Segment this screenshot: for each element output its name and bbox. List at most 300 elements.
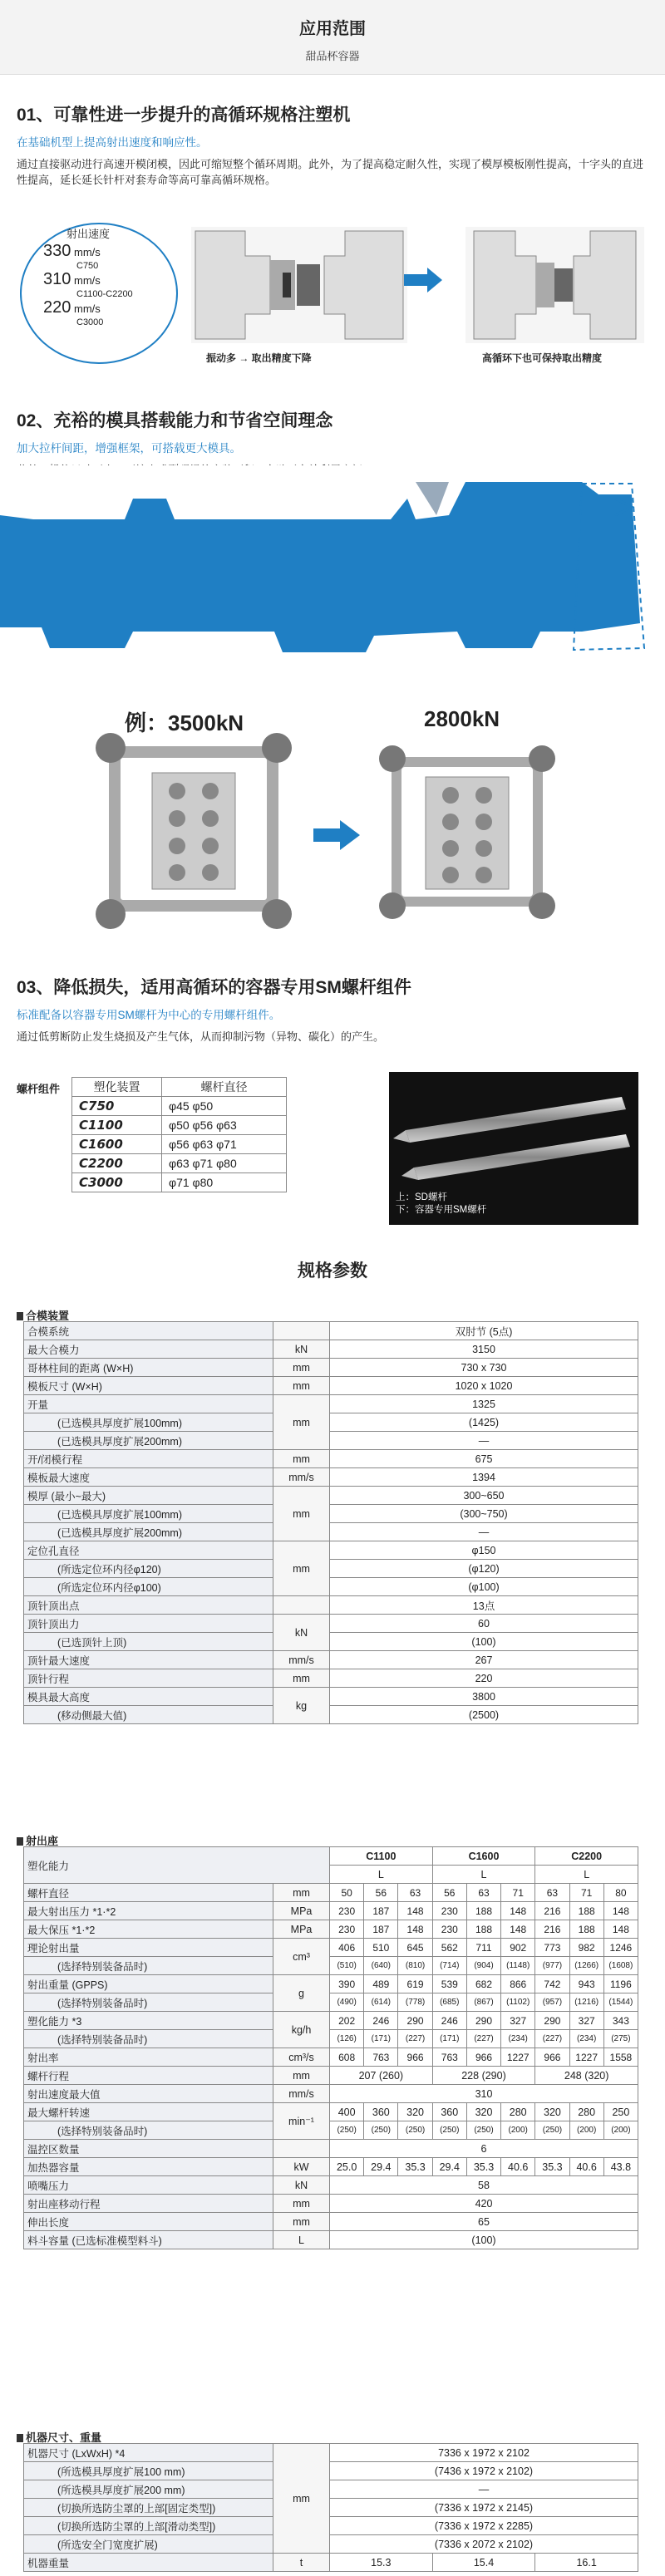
spec-value: (977) [535, 1957, 569, 1975]
unit-L: L [330, 1866, 433, 1884]
spec-label: (已选模具厚度扩展200mm) [24, 1432, 273, 1450]
spec-value: 148 [398, 1902, 432, 1920]
inj-row [24, 2012, 638, 2030]
spec-value: (1102) [501, 1993, 535, 2012]
spec-value: 7336 x 1972 x 2102 [330, 2444, 638, 2462]
spec-value: (300~750) [330, 1505, 638, 1523]
injection-spec-table [23, 1846, 638, 2249]
spec-label: 射出重量 (GPPS) [24, 1975, 273, 1993]
clamp-group-label: 合模装置 [17, 1307, 69, 1323]
spec-value: 187 [364, 1920, 398, 1939]
spec-label: 射出速度最大值 [24, 2085, 273, 2103]
screw-model: C1100 [72, 1116, 162, 1135]
spec-label: 最大螺杆转速 [24, 2103, 273, 2121]
inj-row [24, 1920, 638, 1939]
spec-value: 25.0 [330, 2158, 364, 2176]
inj-row [24, 2195, 638, 2213]
mold-diagram-1 [187, 223, 411, 347]
clamp-row [24, 1669, 638, 1688]
spec-value: (126) [330, 2030, 364, 2048]
spec-value: 1227 [569, 2048, 603, 2067]
example-2800kn: 2800kN [424, 706, 500, 731]
spec-label: (切换所选防尘罩的上部[滑动类型]) [24, 2517, 273, 2535]
spec-value: (250) [432, 2121, 466, 2140]
inj-row [24, 2085, 638, 2103]
spec-value: 982 [569, 1939, 603, 1957]
spec-value: 148 [501, 1902, 535, 1920]
page-title: 应用范围 [299, 20, 366, 38]
spec-value: 187 [364, 1902, 398, 1920]
spec-unit: mm/s [273, 2085, 330, 2103]
clamp-row [24, 1688, 638, 1706]
spec-value: 866 [501, 1975, 535, 1993]
spec-value: (490) [330, 1993, 364, 2012]
spec-label: 最大保压 *1·*2 [24, 1920, 273, 1939]
spec-value: (7336 x 2072 x 2102) [330, 2535, 638, 2554]
spec-unit: min⁻¹ [273, 2103, 330, 2140]
spec-value: 1020 x 1020 [330, 1377, 638, 1395]
section-1-heading: 01、可靠性进一步提升的高循环规格注塑机 [17, 106, 351, 125]
spec-label: 合模系统 [24, 1322, 273, 1340]
spec-value: 15.3 [330, 2554, 433, 2572]
spec-value: 216 [535, 1920, 569, 1939]
spec-label: 塑化能力 *3 [24, 2012, 273, 2030]
spec-label: (已选顶针上顶) [24, 1633, 273, 1651]
spec-value: 675 [330, 1450, 638, 1468]
spec-value: 1558 [603, 2048, 638, 2067]
spec-value: (7436 x 1972 x 2102) [330, 2462, 638, 2480]
spec-value: 290 [535, 2012, 569, 2030]
spec-value: φ150 [330, 1541, 638, 1560]
spec-label: 机器重量 [24, 2554, 273, 2572]
dims-group-label: 机器尺寸、重量 [17, 2429, 101, 2445]
dims-row [24, 2444, 638, 2462]
spec-value: 双肘节 (5点) [330, 1322, 638, 1340]
section-1 [17, 101, 648, 188]
spec-label: (已选模具厚度扩展200mm) [24, 1523, 273, 1541]
spec-value: 71 [501, 1884, 535, 1902]
spec-unit: mm [273, 1884, 330, 1902]
spec-label: (选择特别装备品时) [24, 2030, 273, 2048]
spec-value: (1266) [569, 1957, 603, 1975]
spec-label: 射出座移动行程 [24, 2195, 273, 2213]
screw-row [72, 1135, 287, 1154]
spec-value: 730 x 730 [330, 1359, 638, 1377]
spec-value: (100) [330, 1633, 638, 1651]
spec-unit: mm [273, 1359, 330, 1377]
spec-label: (已选模具厚度扩展100mm) [24, 1505, 273, 1523]
spec-unit: mm [273, 1669, 330, 1688]
screw-label [17, 1080, 60, 1097]
spec-value: 1227 [501, 2048, 535, 2067]
spec-value: 230 [432, 1920, 466, 1939]
spec-unit: kg [273, 1688, 330, 1724]
clamp-row [24, 1523, 638, 1541]
spec-value: 360 [364, 2103, 398, 2121]
spec-value: 56 [364, 1884, 398, 1902]
spec-unit: mm [273, 1487, 330, 1541]
clamp-row [24, 1377, 638, 1395]
spec-value: (685) [432, 1993, 466, 2012]
spec-value: 220 [330, 1669, 638, 1688]
spec-label: 机器尺寸 (LxWxH) *4 [24, 2444, 273, 2462]
clamp-row [24, 1615, 638, 1633]
spec-value: (234) [501, 2030, 535, 2048]
spec-unit: mm/s [273, 1651, 330, 1669]
screw-col-unit: 塑化装置 [72, 1078, 162, 1097]
spec-value: 1246 [603, 1939, 638, 1957]
speed-model-1: C750 [76, 261, 99, 271]
spec-value: (614) [364, 1993, 398, 2012]
clamp-row [24, 1505, 638, 1523]
spec-value: 188 [466, 1902, 500, 1920]
spec-label: 温控区数量 [24, 2140, 273, 2158]
spec-value: — [330, 2480, 638, 2499]
diagram-caption-1: 振动多 → 取出精度下降 [206, 352, 312, 364]
spec-unit [273, 1322, 330, 1340]
spec-unit: kW [273, 2158, 330, 2176]
inj-row [24, 2048, 638, 2067]
inj-row [24, 1884, 638, 1902]
spec-value: 320 [535, 2103, 569, 2121]
spec-value: 56 [432, 1884, 466, 1902]
spec-label: 料斗容量 (已选标准模型料斗) [24, 2231, 273, 2249]
speed-model-3: C3000 [76, 317, 104, 327]
spec-value: 902 [501, 1939, 535, 1957]
spec-value: 267 [330, 1651, 638, 1669]
clamp-spec-table [23, 1321, 638, 1724]
inj-row [24, 2158, 638, 2176]
spec-unit [273, 1596, 330, 1615]
dims-row [24, 2517, 638, 2535]
spec-value: (100) [330, 2231, 638, 2249]
spec-value: (250) [398, 2121, 432, 2140]
screw-photo [389, 1072, 638, 1225]
screw-diameter: φ56 φ63 φ71 [162, 1135, 287, 1154]
injection-group-label: 射出座 [17, 1832, 58, 1848]
spec-label: (所选定位环内径φ100) [24, 1578, 273, 1596]
speed-title: 射出速度 [66, 228, 111, 240]
spec-label: 螺杆行程 [24, 2067, 273, 2085]
spec-value: — [330, 1523, 638, 1541]
page-subtitle: 甜品杯容器 [305, 50, 360, 62]
spec-value: (957) [535, 1993, 569, 2012]
spec-unit: t [273, 2554, 330, 2572]
spec-value: 562 [432, 1939, 466, 1957]
spec-value: (1148) [501, 1957, 535, 1975]
photo-caption-1: 上：SD螺杆 [396, 1192, 447, 1202]
spec-value: (227) [466, 2030, 500, 2048]
speed-unit-2: mm/s [74, 274, 101, 287]
section-1-subheading: 在基础机型上提高射出速度和响应性。 [17, 136, 208, 149]
spec-value: (904) [466, 1957, 500, 1975]
spec-value: 682 [466, 1975, 500, 1993]
clamp-row [24, 1450, 638, 1468]
spec-label: (选择特别装备品时) [24, 1957, 273, 1975]
spec-value: (1544) [603, 1993, 638, 2012]
screw-row [72, 1154, 287, 1173]
spec-value: 742 [535, 1975, 569, 1993]
unit-col: C1100 [330, 1847, 433, 1866]
spec-value: 290 [466, 2012, 500, 2030]
spec-value: 608 [330, 2048, 364, 2067]
speed-model-2: C1100-C2200 [76, 289, 133, 299]
spec-label: 最大合模力 [24, 1340, 273, 1359]
spec-value: (640) [364, 1957, 398, 1975]
inj-row [24, 1975, 638, 1993]
spec-value: 71 [569, 1884, 603, 1902]
spec-value: 711 [466, 1939, 500, 1957]
spec-value: 3800 [330, 1688, 638, 1706]
spec-value: 510 [364, 1939, 398, 1957]
clamp-row [24, 1359, 638, 1377]
clamp-row [24, 1560, 638, 1578]
inj-row [24, 2231, 638, 2249]
spec-value: (810) [398, 1957, 432, 1975]
spec-value: 539 [432, 1975, 466, 1993]
screw-row [72, 1097, 287, 1116]
spec-unit: L [273, 2231, 330, 2249]
spec-value: 343 [603, 2012, 638, 2030]
spec-label: 最大射出压力 *1·*2 [24, 1902, 273, 1920]
spec-label: (切换所选防尘罩的上部[固定类型]) [24, 2499, 273, 2517]
screw-label-text: 螺杆组件 [17, 1083, 61, 1095]
screw-model: C750 [72, 1097, 162, 1116]
inj-row [24, 1957, 638, 1975]
spec-unit: g [273, 1975, 330, 2012]
clamp-row [24, 1651, 638, 1669]
spec-unit: kN [273, 1615, 330, 1651]
diagram-caption-2: 高循环下也可保持取出精度 [482, 352, 603, 364]
speed-value-1: 330 [43, 242, 71, 260]
spec-value: 148 [603, 1920, 638, 1939]
spec-value: 50 [330, 1884, 364, 1902]
inj-row [24, 1993, 638, 2012]
unit-L: L [432, 1866, 535, 1884]
screw-diameter: φ63 φ71 φ80 [162, 1154, 287, 1173]
spec-value: 320 [398, 2103, 432, 2121]
spec-label: 哥林柱间的距离 (W×H) [24, 1359, 273, 1377]
spec-label: 加热器容量 [24, 2158, 273, 2176]
section-2-heading: 02、充裕的模具搭载能力和节省空间理念 [17, 411, 333, 430]
spec-value: 188 [569, 1902, 603, 1920]
speed-value-2: 310 [43, 270, 71, 288]
spec-value: 489 [364, 1975, 398, 1993]
spec-value: (250) [535, 2121, 569, 2140]
spec-value: 35.3 [535, 2158, 569, 2176]
spec-value: 6 [330, 2140, 638, 2158]
dims-row [24, 2554, 638, 2572]
spec-value: 966 [466, 2048, 500, 2067]
spec-value: 966 [398, 2048, 432, 2067]
inj-row [24, 1902, 638, 1920]
spec-label: 定位孔直径 [24, 1541, 273, 1560]
spec-value: (7336 x 1972 x 2285) [330, 2517, 638, 2535]
inj-row [24, 2030, 638, 2048]
example-3500kn: 例：3500kN [125, 710, 244, 735]
spec-value: 1394 [330, 1468, 638, 1487]
spec-label: 伸出长度 [24, 2213, 273, 2231]
spec-unit: MPa [273, 1902, 330, 1920]
dims-spec-table [23, 2443, 638, 2572]
spec-value: (171) [432, 2030, 466, 2048]
clamp-row [24, 1322, 638, 1340]
spec-unit: mm [273, 2444, 330, 2554]
spec-value: (510) [330, 1957, 364, 1975]
clamp-row [24, 1487, 638, 1505]
spec-value: 15.4 [432, 2554, 535, 2572]
spec-value: 619 [398, 1975, 432, 1993]
dims-row [24, 2535, 638, 2554]
mold-diagram-2 [466, 223, 644, 347]
photo-caption-2: 下：容器专用SM螺杆 [396, 1205, 487, 1215]
spec-value: 148 [501, 1920, 535, 1939]
spec-value: (1216) [569, 1993, 603, 2012]
spec-value: 207 (260) [330, 2067, 433, 2085]
spec-unit: mm [273, 2067, 330, 2085]
clamp-row [24, 1413, 638, 1432]
clamp-row [24, 1706, 638, 1724]
spec-value: 327 [569, 2012, 603, 2030]
spec-value: 80 [603, 1884, 638, 1902]
spec-value: (250) [466, 2121, 500, 2140]
spec-value: 202 [330, 2012, 364, 2030]
spec-value: 773 [535, 1939, 569, 1957]
spec-value: 35.3 [466, 2158, 500, 2176]
dims-row [24, 2462, 638, 2480]
spec-value: 3150 [330, 1340, 638, 1359]
spec-value: 148 [603, 1902, 638, 1920]
spec-value: (φ120) [330, 1560, 638, 1578]
spec-value: 645 [398, 1939, 432, 1957]
spec-unit: mm [273, 1395, 330, 1450]
section-2-subheading: 加大拉杆间距，增强框架，可搭载更大模具。 [17, 442, 241, 455]
spec-value: (227) [398, 2030, 432, 2048]
spec-unit: cm³ [273, 1939, 330, 1975]
spec-unit: MPa [273, 1920, 330, 1939]
section-3-subheading: 标准配备以容器专用SM螺杆为中心的专用螺杆组件。 [17, 1009, 281, 1021]
spec-label: 顶针顶出力 [24, 1615, 273, 1633]
speed-circle-text [43, 228, 133, 329]
clamp-row [24, 1340, 638, 1359]
spec-value: 390 [330, 1975, 364, 1993]
spec-value: 63 [398, 1884, 432, 1902]
spec-label: 螺杆直径 [24, 1884, 273, 1902]
spec-label: (所选安全门宽度扩展) [24, 2535, 273, 2554]
screw-col-diameter: 螺杆直径 [162, 1078, 287, 1097]
spec-value: 420 [330, 2195, 638, 2213]
spec-value: 16.1 [535, 2554, 638, 2572]
spec-label: 射出率 [24, 2048, 273, 2067]
spec-value: — [330, 1432, 638, 1450]
inj-row [24, 2067, 638, 2085]
spec-value: 230 [330, 1902, 364, 1920]
screw-model: C1600 [72, 1135, 162, 1154]
screw-diameter: φ45 φ50 [162, 1097, 287, 1116]
spec-label: 开量 [24, 1395, 273, 1413]
spec-value: 943 [569, 1975, 603, 1993]
spec-value: 246 [432, 2012, 466, 2030]
spec-unit: mm [273, 2195, 330, 2213]
machine-silhouette [0, 465, 665, 681]
spec-label: 模板尺寸 (W×H) [24, 1377, 273, 1395]
screw-row [72, 1173, 287, 1192]
arrow-right-icon [402, 266, 444, 294]
clamp-row [24, 1578, 638, 1596]
spec-value: 29.4 [364, 2158, 398, 2176]
spec-label: 模厚 (最小~最大) [24, 1487, 273, 1505]
spec-value: 400 [330, 2103, 364, 2121]
inj-row [24, 2213, 638, 2231]
spec-unit: mm [273, 1377, 330, 1395]
spec-value: 35.3 [398, 2158, 432, 2176]
page-header [0, 0, 665, 75]
spec-value: (200) [603, 2121, 638, 2140]
spec-value: 230 [330, 1920, 364, 1939]
unit-col: C2200 [535, 1847, 638, 1866]
clamp-row [24, 1468, 638, 1487]
inj-header [24, 1847, 638, 1866]
spec-value: 310 [330, 2085, 638, 2103]
arrow-right-icon [312, 819, 362, 852]
spec-label: (选择特别装备品时) [24, 1993, 273, 2012]
spec-label: (所选模具厚度扩展100 mm) [24, 2462, 273, 2480]
platen-diagram-large [90, 731, 298, 931]
spec-unit: mm [273, 1450, 330, 1468]
spec-value: 250 [603, 2103, 638, 2121]
clamp-row [24, 1432, 638, 1450]
clamp-row [24, 1395, 638, 1413]
spec-value: 63 [466, 1884, 500, 1902]
spec-value: 148 [398, 1920, 432, 1939]
spec-value: (234) [569, 2030, 603, 2048]
section-3-heading: 03、降低损失，适用高循环的容器专用SM螺杆组件 [17, 978, 411, 997]
spec-value: 228 (290) [432, 2067, 535, 2085]
section-3-paragraph: 通过低剪断防止发生烧损及产生气体，从而抑制污物（异物、碳化）的产生。 [17, 1030, 385, 1043]
spec-value: 58 [330, 2176, 638, 2195]
spec-unit: kN [273, 1340, 330, 1359]
spec-value: 280 [501, 2103, 535, 2121]
spec-value: 327 [501, 2012, 535, 2030]
spec-value: 1196 [603, 1975, 638, 1993]
speed-unit-3: mm/s [74, 302, 101, 315]
spec-value: 40.6 [501, 2158, 535, 2176]
spec-title: 规格参数 [298, 1261, 367, 1281]
spec-value: 188 [466, 1920, 500, 1939]
screw-diameter: φ71 φ80 [162, 1173, 287, 1192]
spec-value: (250) [330, 2121, 364, 2140]
spec-value: (200) [569, 2121, 603, 2140]
spec-value: 1325 [330, 1395, 638, 1413]
spec-value: (714) [432, 1957, 466, 1975]
spec-value: (1608) [603, 1957, 638, 1975]
spec-value: 763 [432, 2048, 466, 2067]
spec-value: (2500) [330, 1706, 638, 1724]
spec-value: 360 [432, 2103, 466, 2121]
screw-row [72, 1116, 287, 1135]
spec-value: 29.4 [432, 2158, 466, 2176]
spec-value: (275) [603, 2030, 638, 2048]
spec-label: 理论射出量 [24, 1939, 273, 1957]
spec-unit [273, 2140, 330, 2158]
spec-label: (已选模具厚度扩展100mm) [24, 1413, 273, 1432]
spec-value: 248 (320) [535, 2067, 638, 2085]
unit-col: C1600 [432, 1847, 535, 1866]
spec-value: (7336 x 1972 x 2145) [330, 2499, 638, 2517]
section-1-paragraph: 通过直接驱动进行高速开模闭模，因此可缩短整个循环周期。此外，为了提高稳定耐久性，实现了模厚模板刚性提高，十字头的直进性提高，延长延长针杆对套寿命等高可靠高循环规格。 [17, 158, 644, 186]
clamp-row [24, 1541, 638, 1560]
spec-label: (选择特别装备品时) [24, 2121, 273, 2140]
